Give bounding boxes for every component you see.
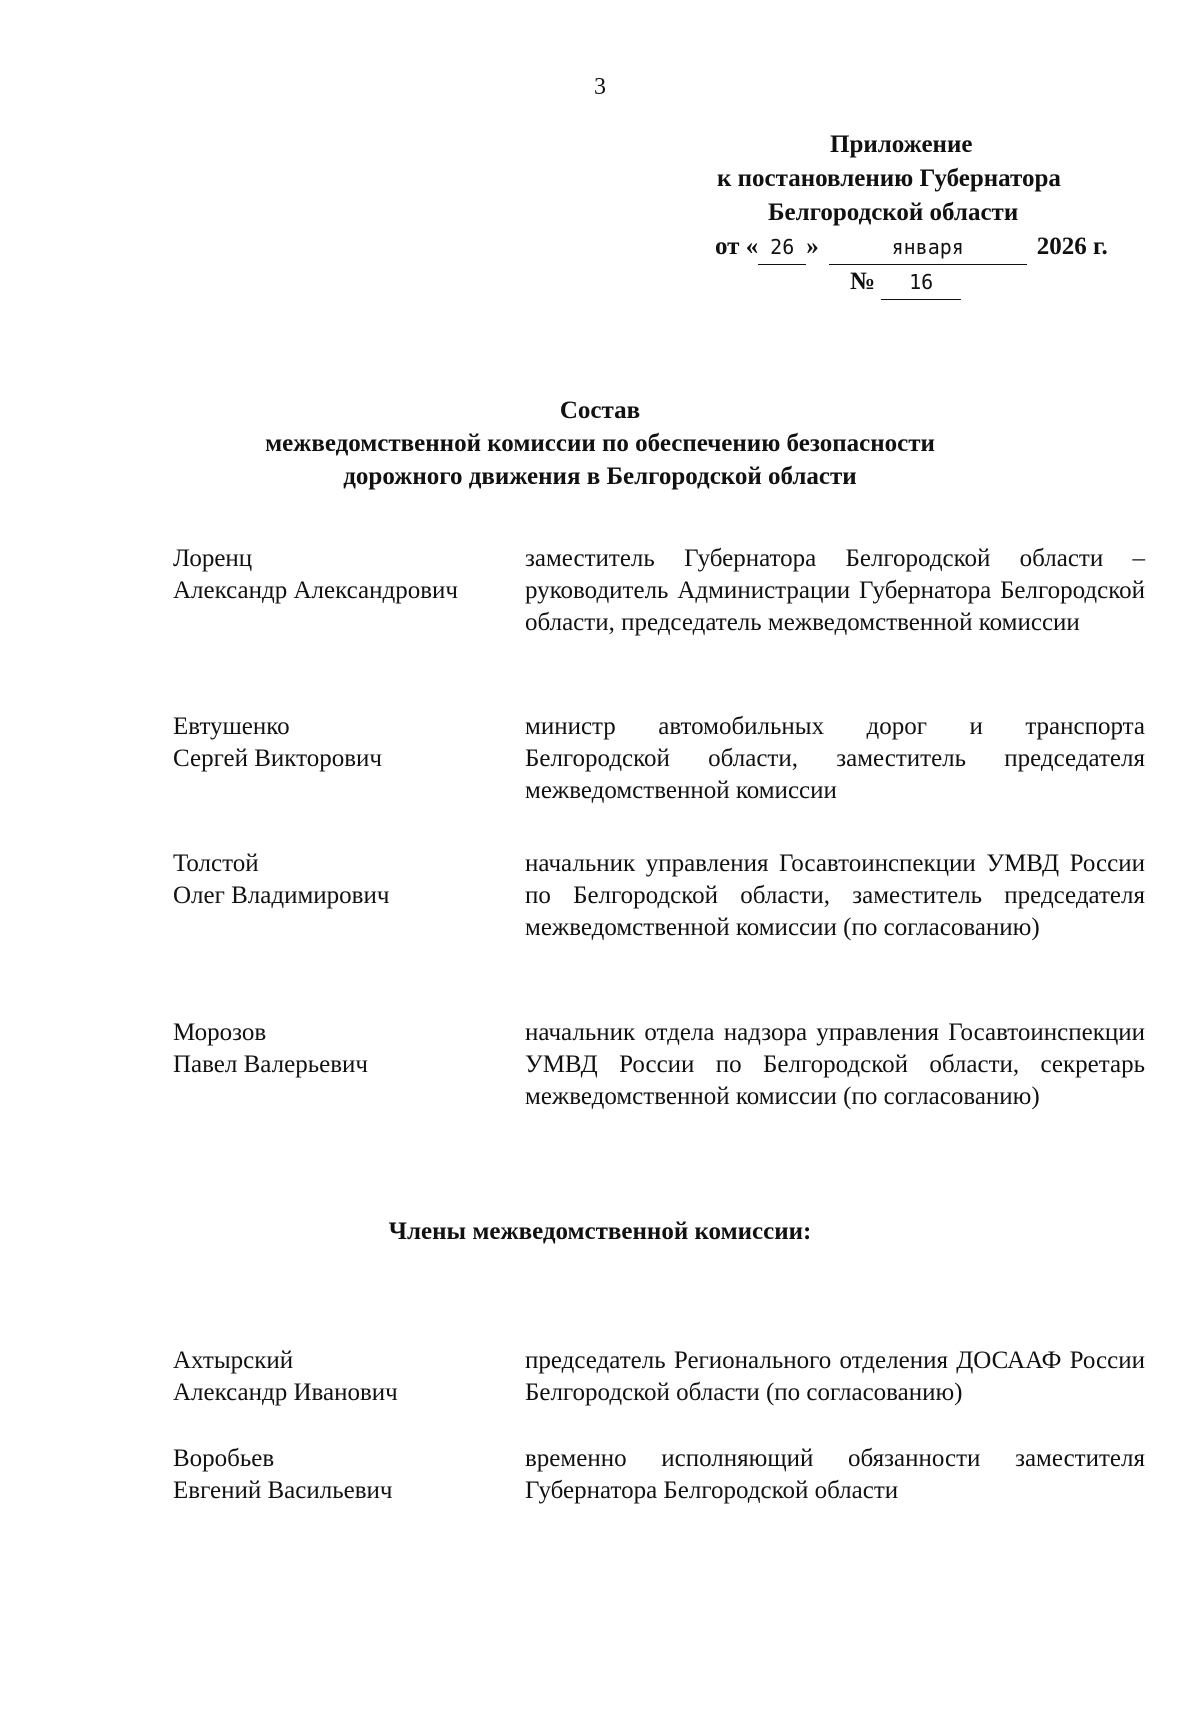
member-given-names: Александр Иванович [173, 1379, 398, 1406]
document-title [0, 394, 1200, 493]
number-handwritten: 16 [881, 265, 961, 300]
member-role: временно исполняющий обязанности заместителя Губернатора Белгородской области [525, 1445, 1145, 1504]
member-given-names: Евгений Васильевич [173, 1477, 393, 1504]
member-name [173, 711, 513, 775]
member-surname: Евтушенко [173, 713, 290, 740]
member-surname: Ахтырский [173, 1347, 294, 1374]
title-line-1: Состав [559, 397, 641, 424]
appendix-title: Приложение [830, 131, 973, 158]
member-surname: Толстой [173, 850, 259, 877]
date-mid: » [806, 233, 819, 260]
member-role: заместитель Губернатора Белгородской области – руководитель Администрации Губернатора Белгородской области, председатель межведомственной комиссии [525, 545, 1145, 636]
member-role: начальник управления Госавтоинспекции УМВД России по Белгородской области, заместитель председателя межведомственной комиссии (по согласованию) [525, 850, 1145, 941]
member-name [173, 848, 513, 912]
number-sign: № [850, 268, 876, 295]
page-number: 3 [594, 74, 606, 100]
member-name [173, 1443, 513, 1507]
date-day-handwritten: 26 [758, 230, 806, 265]
date-month-handwritten: января [829, 230, 1027, 265]
member-given-names: Павел Валерьевич [173, 1051, 368, 1078]
members-heading: Члены межведомственной комиссии: [388, 1218, 812, 1245]
appendix-region-line: Белгородской области [768, 199, 1019, 226]
appendix-header [700, 128, 1150, 300]
member-given-names: Сергей Викторович [173, 745, 382, 772]
title-line-3: дорожного движения в Белгородской области [343, 463, 857, 490]
date-year: 2026 г. [1036, 233, 1108, 260]
member-surname: Лоренц [173, 545, 253, 572]
member-name [173, 1345, 513, 1409]
member-name [173, 543, 513, 607]
member-surname: Морозов [173, 1019, 267, 1046]
member-role: министр автомобильных дорог и транспорта Белгородской области, заместитель председателя межведомственной комиссии [525, 713, 1145, 804]
member-given-names: Александр Александрович [173, 577, 458, 604]
appendix-date-line [700, 230, 1150, 265]
appendix-number-line [700, 265, 1150, 300]
member-role: председатель Регионального отделения ДОСААФ России Белгородской области (по согласованию) [525, 1347, 1145, 1406]
member-name [173, 1017, 513, 1081]
member-surname: Воробьев [173, 1445, 275, 1472]
date-prefix: от « [715, 233, 759, 260]
title-line-2: межведомственной комиссии по обеспечению безопасности [265, 430, 935, 457]
member-role: начальник отдела надзора управления Госавтоинспекции УМВД России по Белгородской области, секретарь межведомственной комиссии (по согласованию) [525, 1019, 1145, 1110]
appendix-resolution-line: к постановлению Губернатора [717, 165, 1061, 192]
member-given-names: Олег Владимирович [173, 882, 390, 909]
